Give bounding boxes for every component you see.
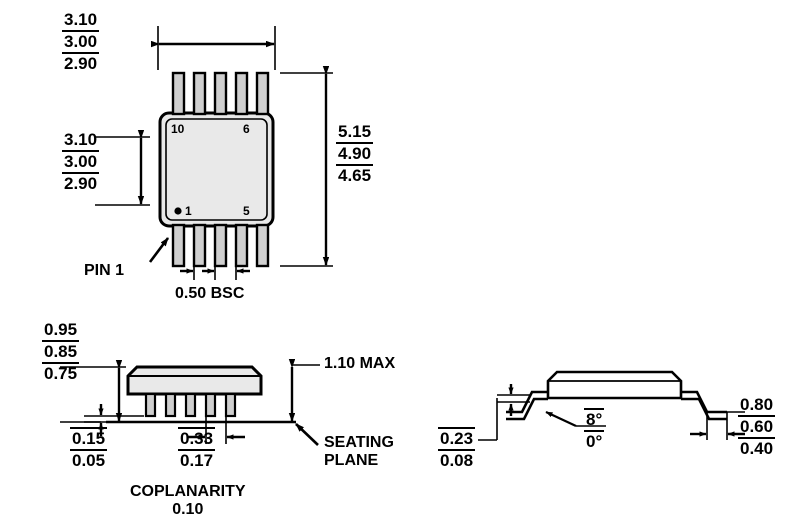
dim-standoff: 0.15 0.05 [72,429,106,471]
dim-lead-length: 0.80 0.60 0.40 [740,395,774,459]
pin-number-5: 5 [243,204,250,218]
dim-lead-angle: 8° 0° [586,410,603,452]
end-view-geometry [478,372,745,440]
dim-overall-width: 5.15 4.90 4.65 [338,122,372,186]
max-height-label: 1.10 MAX [324,355,396,372]
coplanarity-label: COPLANARITY 0.10 [130,483,246,519]
seating-plane-label: SEATING PLANE [324,434,394,470]
pin1-label: PIN 1 [84,262,125,279]
dim-lead-width: 0.33 0.17 [180,429,214,471]
dim-overall-height: 0.95 0.85 0.75 [44,320,78,384]
dim-body-width: 3.10 3.00 2.90 [64,10,98,74]
dim-lead-thickness: 0.23 0.08 [440,429,474,471]
top-view-geometry [95,26,333,280]
lead-pitch-label: 0.50 BSC [175,285,245,302]
dim-body-length: 3.10 3.00 2.90 [64,130,98,194]
pin-number-6: 6 [243,122,250,136]
pin-number-1: 1 [185,204,192,218]
pin-number-10: 10 [171,122,185,136]
